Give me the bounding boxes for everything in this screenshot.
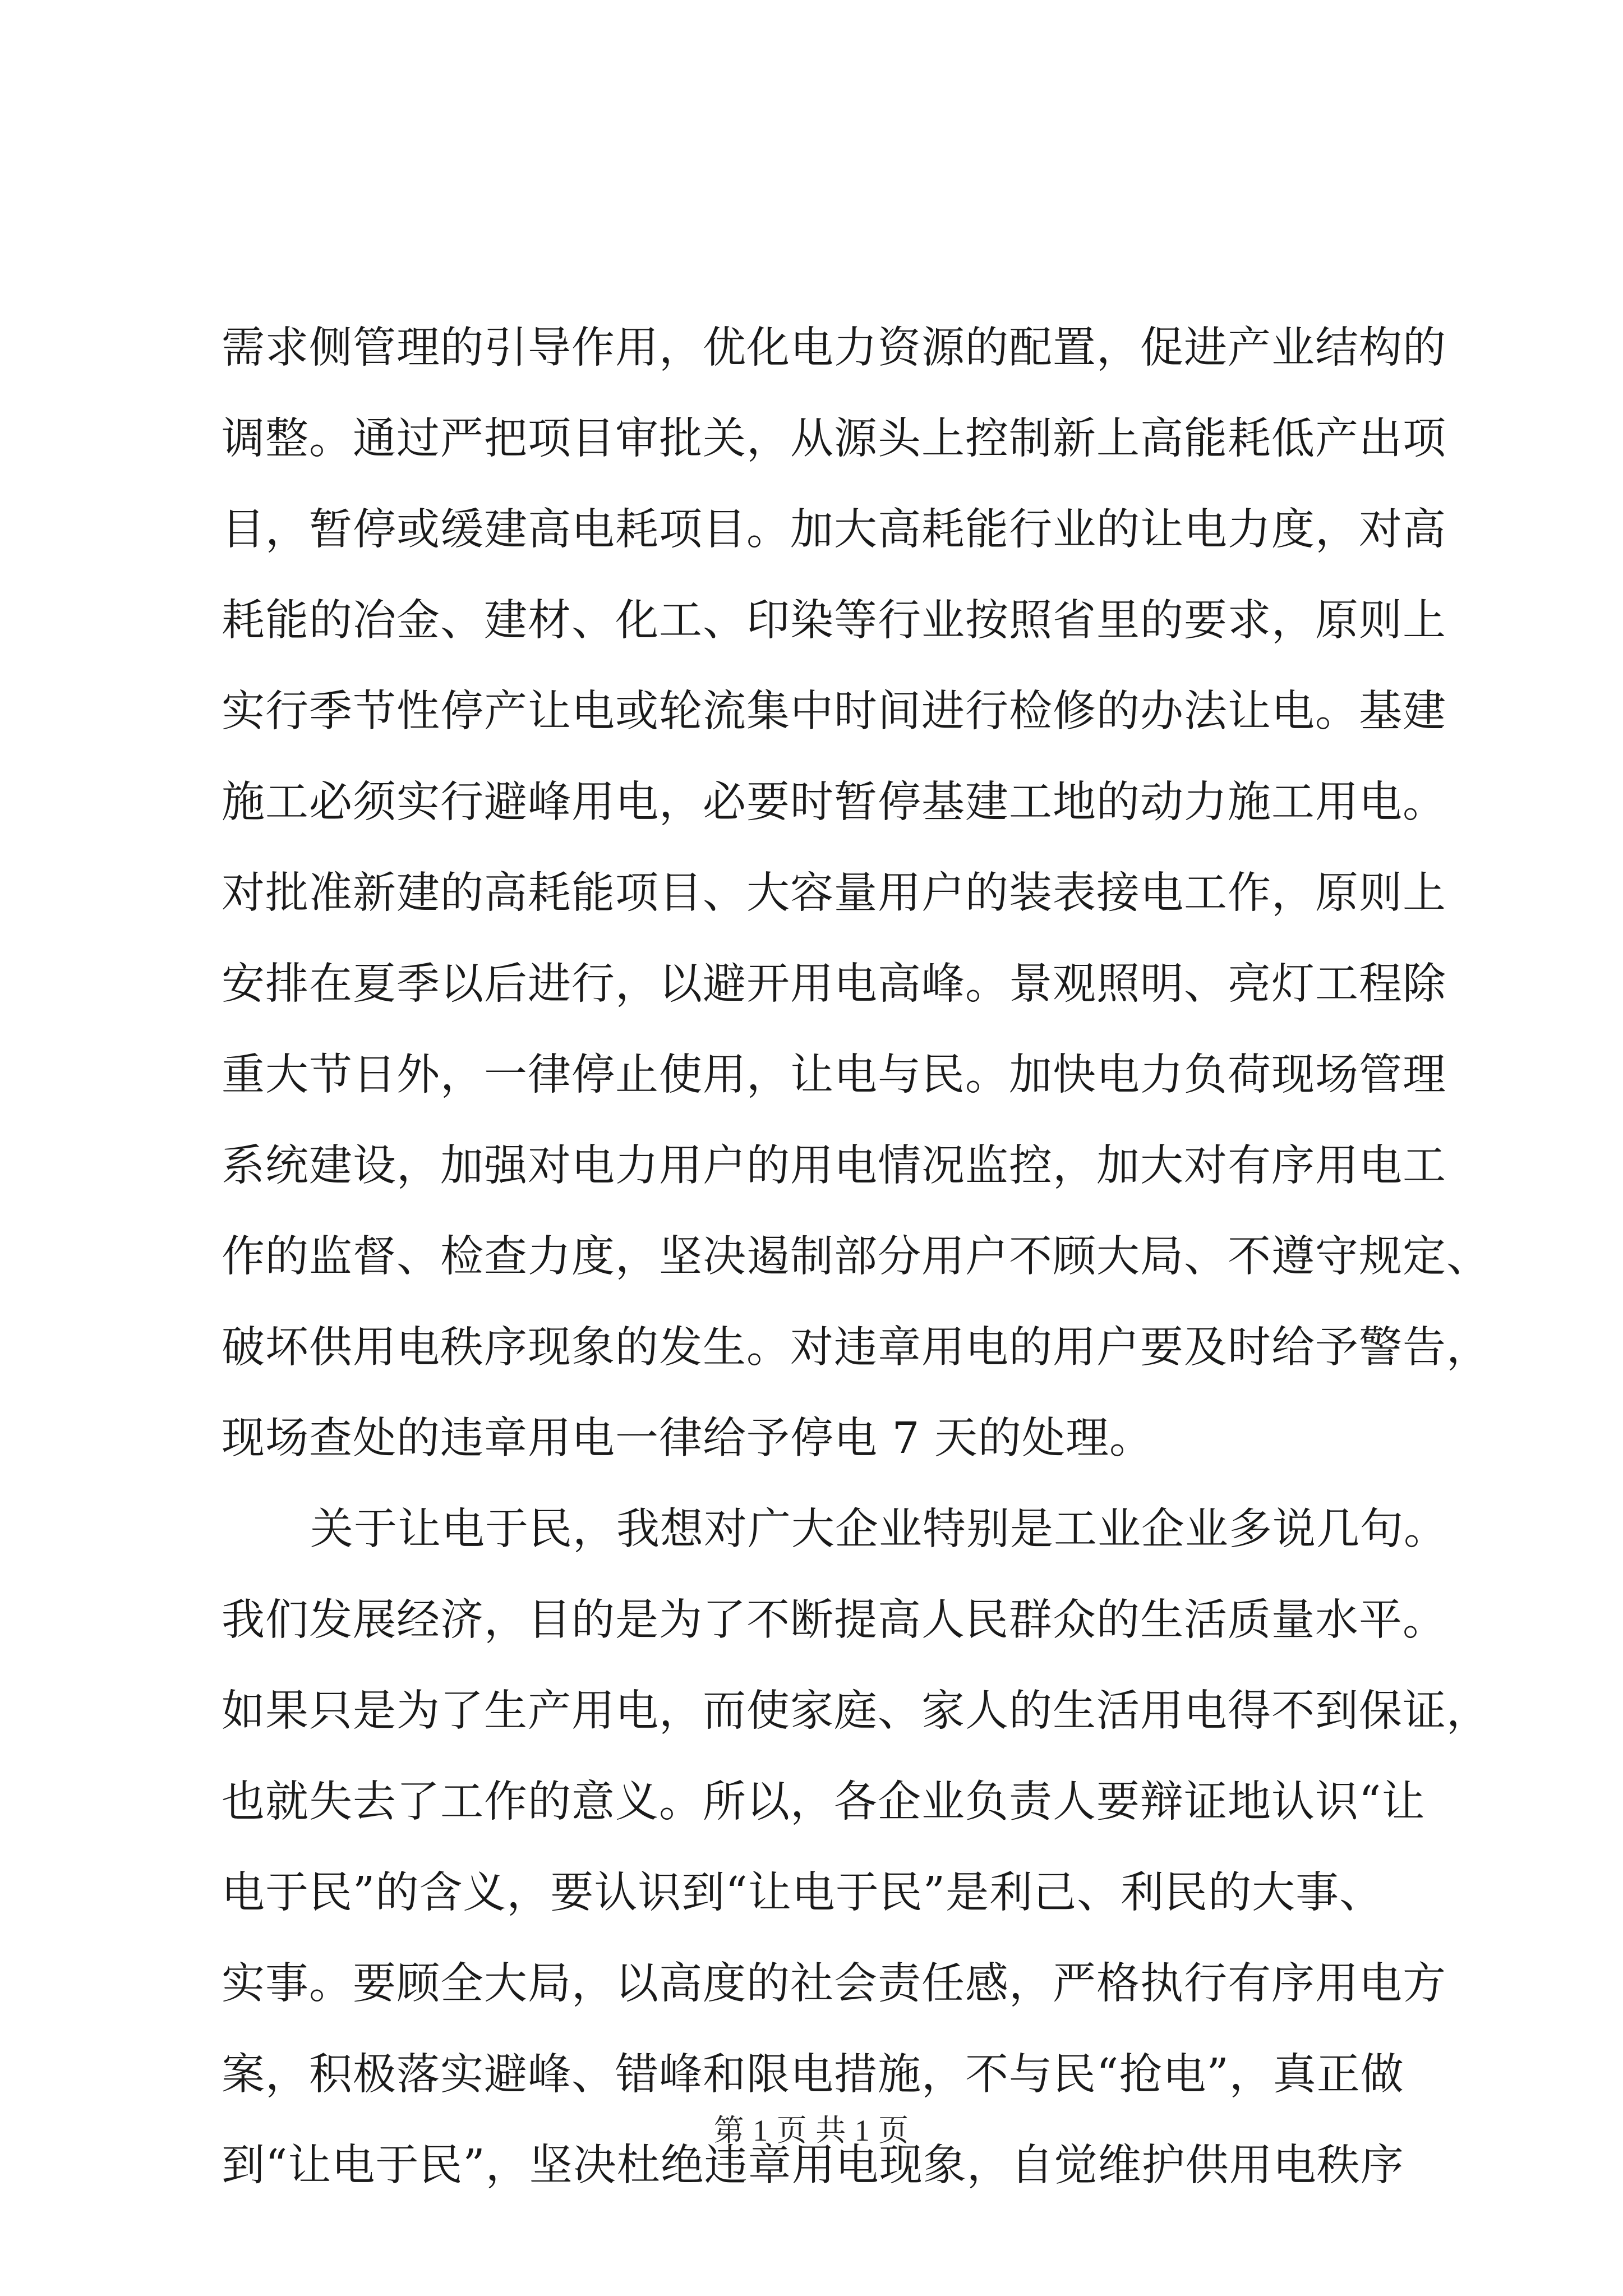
text-line: 施工必须实行避峰用电，必要时暂停基建工地的动力施工用电。 <box>222 777 1446 827</box>
text-line: 到“让电于民”，坚决杜绝违章用电现象，自觉维护供用电秩序 <box>222 2141 1404 2191</box>
text-line: 耗能的冶金、建材、化工、印染等行业按照省里的要求，原则上 <box>222 596 1446 646</box>
text-line: 调整。通过严把项目审批关，从源头上控制新上高能耗低产出项 <box>222 414 1446 464</box>
text-line: 实事。要顾全大局，以高度的社会责任感，严格执行有序用电方 <box>222 1959 1446 2009</box>
text-line: 现场查处的违章用电一律给予停电 7 天的处理。 <box>222 1414 1153 1464</box>
text-line: 我们发展经济，目的是为了不断提高人民群众的生活质量水平。 <box>222 1595 1446 1645</box>
text-line: 安排在夏季以后进行，以避开用电高峰。景观照明、亮灯工程除 <box>222 959 1446 1009</box>
page-footer: 第 1 页 共 1 页 <box>713 2114 910 2147</box>
text-line: 案，积极落实避峰、错峰和限电措施，不与民“抢电”，真正做 <box>222 2050 1404 2100</box>
text-line: 目，暂停或缓建高电耗项目。加大高耗能行业的让电力度，对高 <box>222 505 1446 555</box>
text-line: 对批准新建的高耗能项目、大容量用户的装表接电工作，原则上 <box>222 868 1446 918</box>
text-line: 电于民”的含义，要认识到“让电于民”是利己、利民的大事、 <box>222 1868 1384 1918</box>
body-text <box>222 303 1490 2211</box>
text-line: 重大节日外，一律停止使用，让电与民。加快电力负荷现场管理 <box>222 1050 1446 1100</box>
paragraph-first-line: 关于让电于民，我想对广大企业特别是工业企业多说几句。 <box>310 1504 1447 1554</box>
text-line: 需求侧管理的引导作用，优化电力资源的配置，促进产业结构的 <box>222 323 1446 373</box>
text-line: 作的监督、检查力度，坚决遏制部分用户不顾大局、不遵守规定、 <box>222 1232 1490 1282</box>
text-line: 如果只是为了生产用电，而使家庭、家人的生活用电得不到保证， <box>222 1686 1490 1736</box>
text-line: 实行季节性停产让电或轮流集中时间进行检修的办法让电。基建 <box>222 687 1446 737</box>
text-line: 系统建设，加强对电力用户的用电情况监控，加大对有序用电工 <box>222 1141 1446 1191</box>
text-line: 破坏供用电秩序现象的发生。对违章用电的用户要及时给予警告， <box>222 1323 1490 1373</box>
text-line: 也就失去了工作的意义。所以，各企业负责人要辩证地认识“让 <box>222 1777 1426 1827</box>
